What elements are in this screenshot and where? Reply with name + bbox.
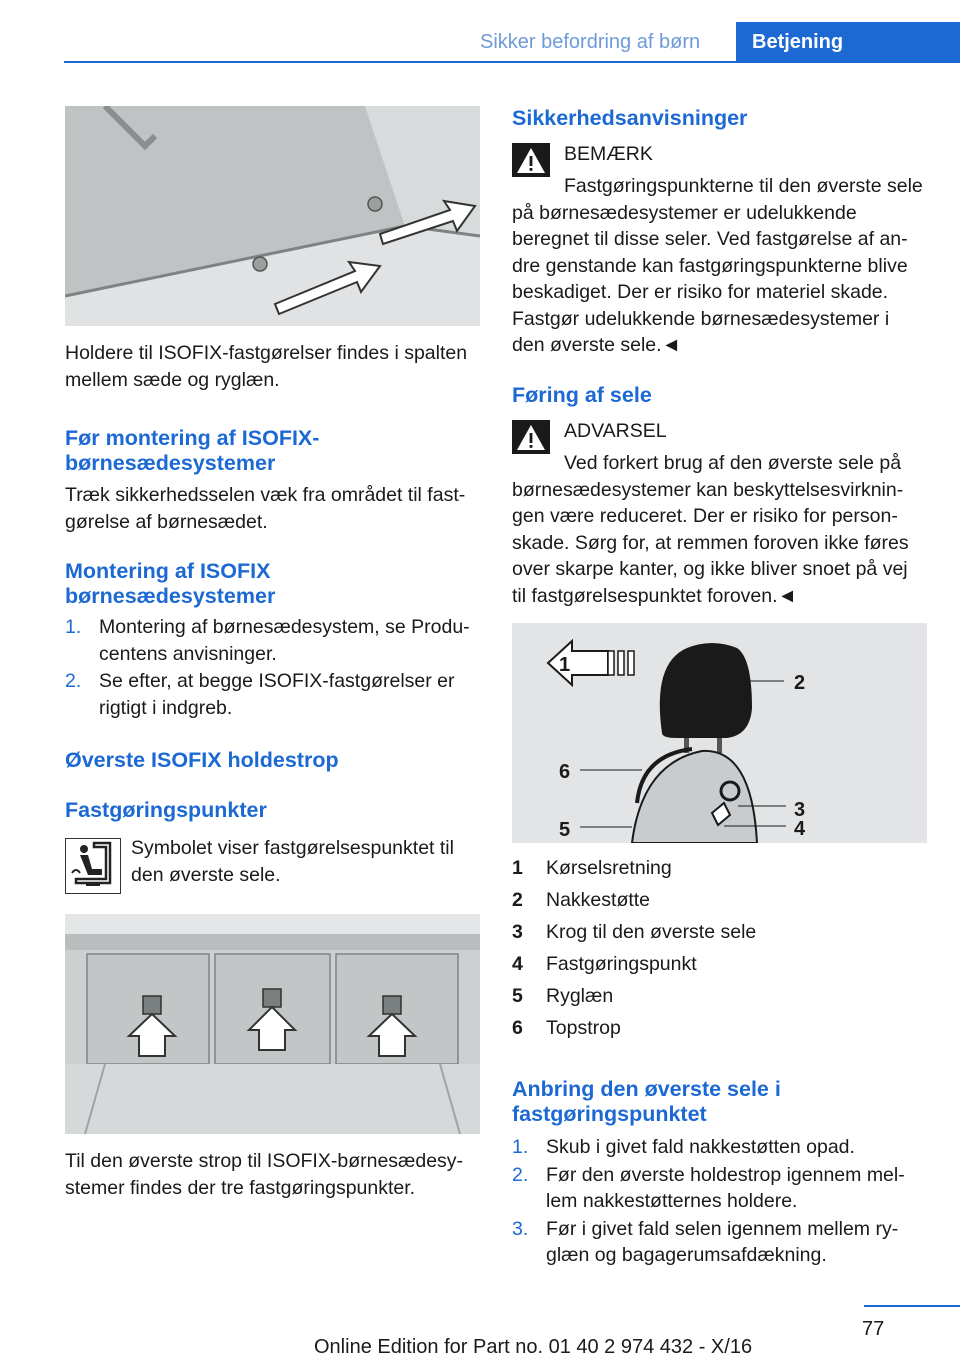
edition-note: Online Edition for Part no. 01 40 2 974 432 - X/16 <box>314 1336 753 1358</box>
before-mounting-text: Træk sikkerhedsselen væk fra området til fast‐gørelse af børnesædet. <box>65 484 466 533</box>
fig1-caption: Holdere til ISOFIX-fastgørelser findes i spalten mellem sæde og ryglæn. <box>65 342 468 391</box>
legend-value: Kørselsretning <box>546 857 672 879</box>
legend-key: 5 <box>512 985 523 1007</box>
isofix-child-seat-icon <box>65 838 121 894</box>
heading-attach-tether: Anbring den øverste sele i fastgøringspunktet <box>512 1077 781 1126</box>
legend-row <box>512 1012 927 1044</box>
attach-steps-list <box>512 1134 927 1270</box>
list-item <box>65 668 480 721</box>
legend-key: 3 <box>512 921 523 943</box>
legend-value: Fastgøringspunkt <box>546 953 697 975</box>
isofix-seat-gap-illustration <box>65 106 480 326</box>
legend-row <box>512 980 927 1012</box>
list-item-number: 1. <box>512 1136 529 1158</box>
anchor-symbol-text: Symbolet viser fastgørelsespunktet til den øverste sele. <box>131 837 454 886</box>
fig-label-1: 1 <box>559 654 571 676</box>
list-item <box>512 1134 927 1161</box>
fig-label-4: 4 <box>794 818 806 840</box>
note-label: BEMÆRK <box>564 143 653 165</box>
list-item-text: Skub i givet fald nakkestøtten opad. <box>546 1136 855 1158</box>
list-item <box>512 1216 927 1269</box>
mounting-steps-list <box>65 614 480 722</box>
page-number: 77 <box>862 1318 885 1340</box>
list-item-number: 2. <box>65 670 82 692</box>
fig-label-2: 2 <box>794 672 806 694</box>
note-body: Fastgøringspunkterne til den øverste sele på børnesædesystemer er udelukkende beregnet til disse seler. Ved fastgørelse af an‐dre genstande kan fastgøringspunkterne blive beskadiget. Der er risiko for materiel skade. Fastgør udelukkende børnesædesystemer i den øverste sele.◄ <box>512 175 923 356</box>
legend-row <box>512 916 927 948</box>
header-rule <box>64 61 960 63</box>
fig-label-5: 5 <box>559 819 571 841</box>
warning-triangle-icon <box>512 143 550 177</box>
legend-row <box>512 852 927 884</box>
legend-row <box>512 948 927 980</box>
heading-safety-notes: Sikkerhedsanvisninger <box>512 106 748 130</box>
list-item-text: Før den øverste holdestrop igennem mel‐lem nakkestøtternes holdere. <box>546 1163 905 1212</box>
list-item <box>512 1162 927 1215</box>
header-section-title: Sikker befordring af børn <box>480 31 701 53</box>
note-text <box>512 173 927 359</box>
legend-value: Ryglæn <box>546 985 614 1007</box>
fig-label-6: 6 <box>559 761 571 783</box>
warning-label: ADVARSEL <box>564 420 667 442</box>
warning-text <box>512 450 927 609</box>
heading-anchor-points: Fastgøringspunkter <box>65 798 267 822</box>
list-item-number: 1. <box>65 616 82 638</box>
footer-rule <box>864 1305 960 1307</box>
legend-key: 4 <box>512 953 523 975</box>
warning-triangle-icon <box>512 420 550 454</box>
list-item-number: 2. <box>512 1163 529 1186</box>
legend-row <box>512 884 927 916</box>
heading-top-tether: Øverste ISOFIX holdestrop <box>65 748 339 772</box>
legend-value: Topstrop <box>546 1017 621 1039</box>
list-item-number: 3. <box>512 1217 529 1240</box>
heading-belt-routing: Føring af sele <box>512 383 652 407</box>
legend-key: 6 <box>512 1017 523 1039</box>
list-item-text: Se efter, at begge ISOFIX-fastgørelser er rigtigt i indgreb. <box>99 670 455 719</box>
cargo-anchor-points-illustration <box>65 914 480 1134</box>
list-item <box>65 614 480 667</box>
legend-key: 1 <box>512 857 523 879</box>
fig2-caption: Til den øverste strop til ISOFIX-børnesædesy‐stemer findes der tre fastgøringspunkter. <box>65 1150 464 1199</box>
legend-value: Krog til den øverste sele <box>546 921 757 943</box>
fig-label-3: 3 <box>794 799 806 821</box>
header-chapter-tab: Betjening <box>736 22 960 63</box>
headrest-tether-illustration <box>512 623 927 843</box>
heading-mounting: Montering af ISOFIX børnesædesystemer <box>65 559 276 608</box>
list-item-text: Før i givet fald selen igennem mellem ry‐glæn og bagagerumsafdækning. <box>546 1217 899 1266</box>
heading-before-mounting: Før montering af ISOFIX-børnesædesystemer <box>65 426 320 475</box>
legend-value: Nakkestøtte <box>546 889 651 911</box>
list-item-text: Montering af børnesædesystem, se Produ‐centens anvisninger. <box>99 616 470 665</box>
legend-key: 2 <box>512 889 523 911</box>
figure-legend <box>512 852 927 1044</box>
warning-body: Ved forkert brug af den øverste sele på børnesædesystemer kan beskyttelsesvirknin‐gen være reduceret. Der er risiko for person‐skade. Sørg for, at remmen foroven ikke føres over skarpe kanter, og ikke bliver snoet på vej til fastgørelsespunktet foroven.◄ <box>512 452 909 607</box>
